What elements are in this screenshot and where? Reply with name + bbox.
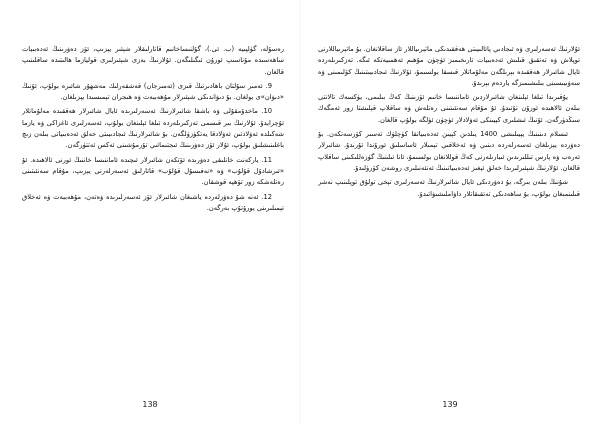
left-paragraph-2: 9. ئەمىر سۇلتان باھادىرنىڭ قىزى (ئەمىرجان) قەشقەرلىك مەشھۇر شائىرە بولۇپ، ئۇنىڭ «دىۋان»ى بولغان. بۇ دىۋاندىكى شېئىرلار مۇھەببەت ۋە ھىجران تېمىسىدا يېزىلغان. (22, 81, 284, 102)
right-paragraph-3: ئىسلام دىنىنىڭ يېيىلىشى 1400 يىلدىن كېيىن ئەدەبىياتقا كۈچلۈك تەسىر كۆرسەتكەن. بۇ دەۋردە يېزىلغان ئەسەرلەردە دىنىي ۋە ئەخلاقىي تېمىلار ئاساسلىق ئورۇندا تۇرىدۇ. شائىرلار ئەرەب ۋە پارس تىللىرىدىن ئىبارىلەرنى كەڭ قوللانغان بولسىمۇ، ئانا تىلىنىڭ گۈزەللىكىنى ساقلاپ قالغان. ئۇلارنىڭ شېئىرلىرىدا خەلق ئېغىز ئەدەبىياتىنىڭ ئەنئەنىلىرى روشەن كۆرۈلىدۇ. (318, 130, 580, 172)
right-paragraph-4: شۇنىڭ بىلەن بىرگە، بۇ دەۋردىكى ئايال شائىرلارنىڭ ئەسەرلىرى تېخى تولۇق توپلىنىپ نەشر قىلىنمىغان بولۇپ، بۇ ساھەدىكى تەتقىقاتلار داۋاملىشىۋاتىدۇ. (318, 178, 580, 198)
right-paragraph-1: ئۇلارنىڭ ئەسەرلىرى ۋە ئىجادىي پائالىيىتى ھەققىدىكى ماتېرىياللار ئاز ساقلانغان. بۇ ماتېرىياللارنى توپلاش ۋە تەتقىق قىلىش ئەدەبىيات تارىخىمىز ئۈچۈن مۇھىم ئەھمىيەتكە ئىگە. تەزكىرىلەردە ئايال شائىرلار ھەققىدە بېرىلگەن مەلۇماتلار قىسقا بولسىمۇ، ئۇلارنىڭ ئىجادىيىتىنىڭ كۆلىمىنى ۋە سەۋىيىسىنى بىلىشىمىزگە ياردەم بېرىدۇ. (318, 45, 580, 87)
left-page-text (22, 44, 284, 394)
right-page-number: 139 (442, 400, 458, 409)
left-page-number: 138 (142, 400, 158, 409)
left-paragraph-4: 11. ياركەنت خانلىقى دەۋرىدە ئۆتكەن شائىرلار ئىچىدە ئاماننىسا خاننىڭ ئورنى ئالاھىدە. ئۇ «ئىرشادۇل قۇلۇب» ۋە «نەفىسۇل قۇلۇب» قاتارلىق ئەسەرلەرنى يېزىپ، مۇقام سەنئىتىنى رەتلەشكە زور تۆھپە قوشقان. (22, 155, 284, 187)
left-paragraph-3: 10. ماخدۇمقۇلى ۋە باشقا شائىرلارنىڭ ئەسەرلىرىدە ئايال شائىرلار ھەققىدە مەلۇماتلار ئۇچرايدۇ. ئۇلارنىڭ بىر قىسمى تەزكىرىلەردە تىلغا ئېلىنغان بولۇپ، ئەسەرلىرى ئاغزاكى ۋە يازما شەكىلدە ئەۋلادتىن ئەۋلادقا يەتكۈزۈلگەن. بۇ شائىرلارنىڭ ئىجادىيىتى خەلق ئەدەبىياتى بىلەن زىچ باغلىنىشلىق بولۇپ، ئۇلار ئۆز دەۋرىنىڭ ئىجتىمائىي تۇرمۇشىنى ئەكس ئەتتۈرگەن. (22, 107, 284, 150)
left-paragraph-5: 12. ئەنە شۇ دەۋرلەردە ياشىغان شائىرلار ئۆز ئەسەرلىرىدە ۋەتەن، مۇھەببەت ۋە ئەخلاق تېمىلىرىنى يورۇتۇپ بەرگەن. (22, 192, 284, 212)
right-page-text (318, 44, 580, 394)
right-paragraph-2: يۇقىرىدا تىلغا ئېلىنغان شائىرلاردىن ئاماننىسا خانىم ئۆزىنىڭ كەڭ بىلىمى، يۈكسەك تالانتى بىلەن ئالاھىدە ئورۇن تۇتىدۇ. ئۇ مۇقام سەنئىتىنى رەتلەش ۋە ساقلاپ قېلىشتا زور ئەمگەك سىڭدۈرگەن. ئۇنىڭ ئىشلىرى كېيىنكى ئەۋلادلار ئۈچۈن ئۈلگە بولۇپ قالغان. (318, 93, 580, 124)
left-paragraph-1: رەسۇلە، گۈلپىيە (ب. ئى.)، گۇلنىساخانىم قاتارلىقلار شېئىر يېزىپ، ئۆز دەۋرىنىڭ ئەدەبىيات ساھەسىدە مۇناسىپ ئورۇن ئىگىلىگەن. ئۇلارنىڭ بەزى شېئىرلىرى قوليازما ھالىتىدە ساقلىنىپ قالغان. (22, 45, 284, 76)
right-page (300, 0, 600, 424)
